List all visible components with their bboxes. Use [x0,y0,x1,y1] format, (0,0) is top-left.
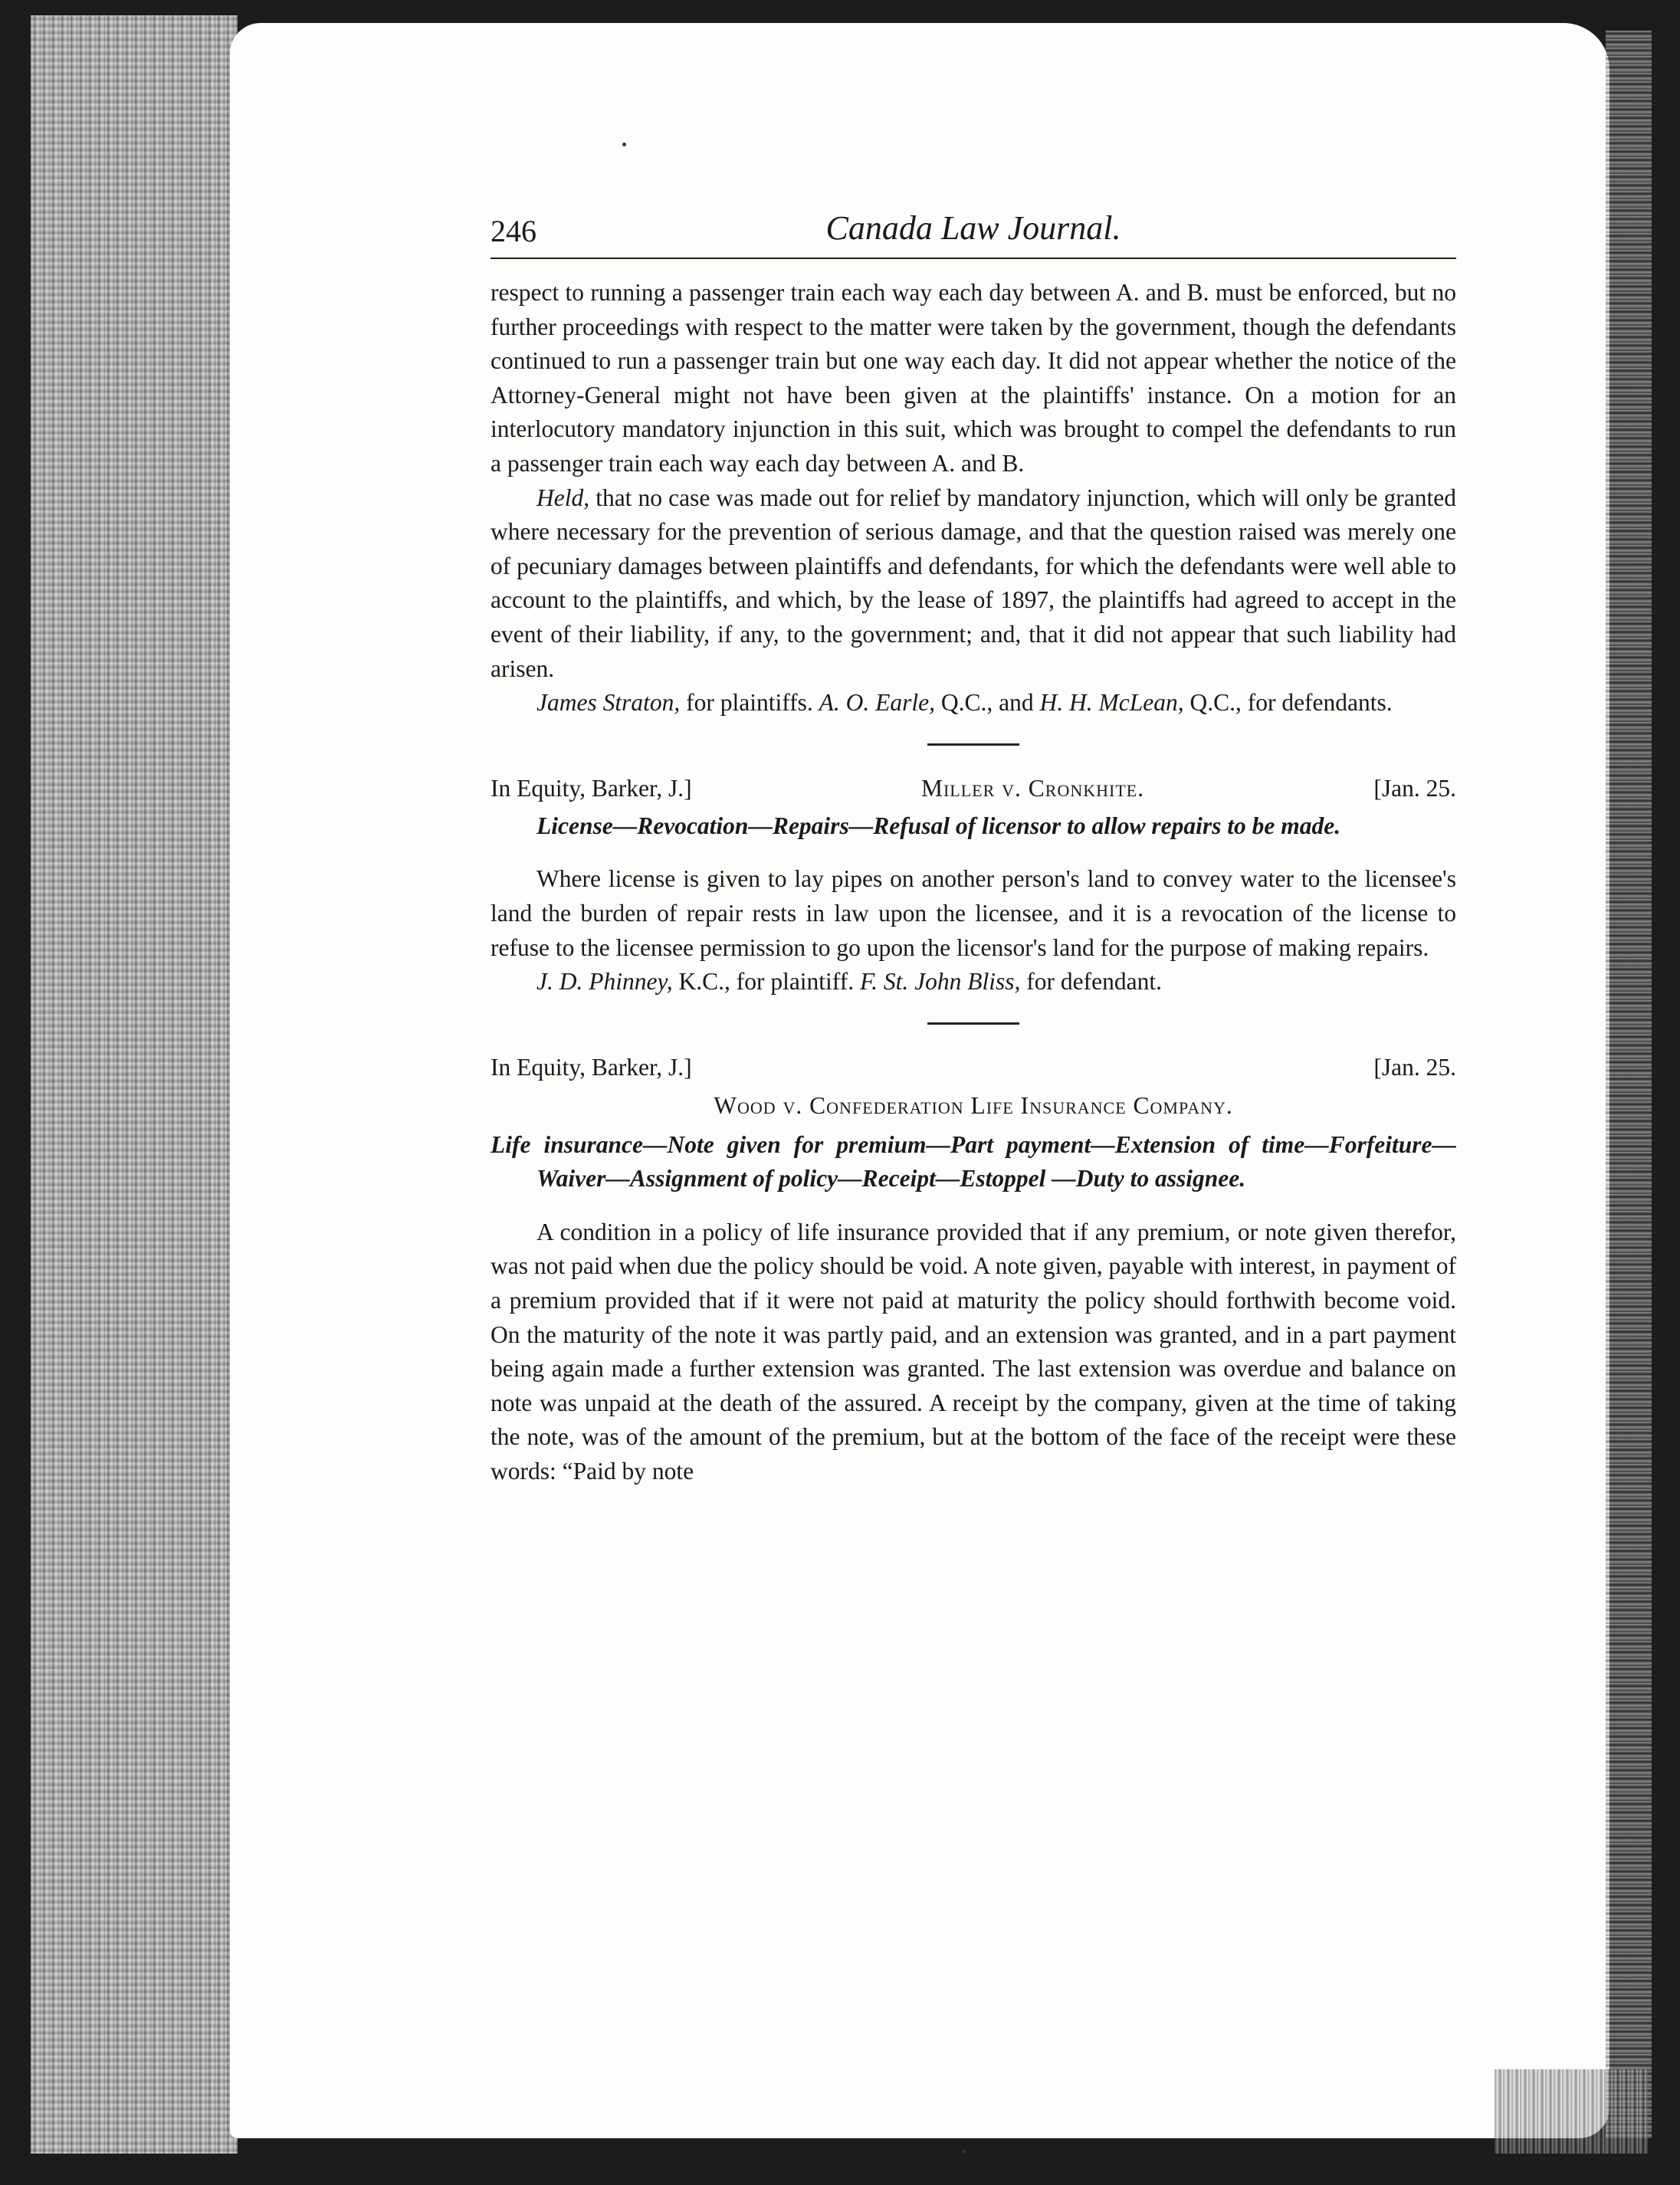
section-divider [927,743,1019,746]
case2-body: Where license is given to lay pipes on another person's land to convey water to the licensee's land the burden of repair rests in law upon the licensee, and it is a revocation of the license to refuse to the licensee permission to go upon the licensor's land for the purpose of making repairs. [491,865,1456,961]
counsel-text: for defendant. [1020,968,1162,996]
section-divider [927,1022,1019,1025]
case2-counsel [491,965,1456,999]
page-bottom-corner [1495,2069,1648,2154]
case3-body: A condition in a policy of life insurance provided that if any premium, or note given therefor, was not paid when due the policy should be void. A note given, payable with interest, in payment of a premium provided that if it were not paid at maturity the policy should forthwith become void. On the maturity of the note it was partly paid, and an extension was granted, and in a part payment being again made a further extension was granted. The last extension was overdue and balance on note was unpaid at the death of the assured. A receipt by the company, given at the time of taking the note, was of the amount of the premium, but at the bottom of the face of the receipt were these words: “Paid by note [491,1218,1456,1485]
case1-counsel [491,686,1456,720]
case2-heading [491,772,1456,806]
counsel-text: Q.C., for defendants. [1183,689,1393,717]
page-number: 246 [491,214,536,248]
counsel-text: for plaintiffs. [680,689,819,717]
page-right-edge [1606,31,1652,2138]
counsel-name: F. St. John Bliss, [859,968,1021,996]
case2-headnote: License—Revocation—Repairs—Refusal of licensor to allow repairs to be made. [536,812,1341,840]
held-word: Held, [536,484,590,511]
print-speck [963,2150,966,2154]
running-head [491,207,1456,258]
case1-paragraph: respect to running a passenger train each way each day between A. and B. must be enforced, but no further proceedings with respect to the matter were taken by the government, though the defendants continued to run a passenger train but one way each day. It did not appear whether the notice of the Attorney-General might not have been given at the plaintiffs' instance. On a motion for an interlocutory mandatory injunction in this suit, which was brought to compel the defendants to run a passenger train each way each day between A. and B. [491,279,1456,477]
case-date: [Jan. 25. [1373,1053,1456,1081]
case3-headnote: Life insurance—Note given for premium—Part payment—Extension of time—Forfeiture—Waiver—Assignment of policy—Receipt—Estoppel —Duty to assignee. [491,1130,1456,1192]
court-label: In Equity, Barker, J.] [491,1053,692,1081]
case-title: Wood v. Confederation Life Insurance Company. [714,1092,1233,1120]
journal-title: Canada Law Journal. [825,209,1121,247]
court-label: In Equity, Barker, J.] [491,774,692,802]
header-rule [491,258,1456,259]
counsel-name: H. H. McLean, [1039,689,1184,717]
case-date: [Jan. 25. [1373,774,1456,802]
case-title: Miller v. Cronkhite. [920,774,1145,802]
counsel-name: J. D. Phinney, [536,968,673,996]
counsel-text: K.C., for plaintiff. [672,968,860,996]
counsel-text: Q.C., and [934,689,1040,717]
case3-heading [491,1051,1456,1085]
page-content [491,207,1456,1489]
print-speck [622,143,626,146]
case1-held-paragraph [491,481,1456,687]
held-text: that no case was made out for relief by mandatory injunction, which will only be granted where necessary for the prevention of serious damage, and that the question raised was merely one of pecuniary damages between plaintiffs and defendants, for which the defendants were well able to account to the plaintiffs, and which, by the lease of 1897, the plaintiffs had agreed to accept in the event of their liability, if any, to the government; and, that it did not appear that such liability had arisen. [491,484,1456,682]
counsel-name: James Straton, [536,689,681,717]
binding-shading [31,15,238,2154]
counsel-name: A. O. Earle, [819,689,935,717]
